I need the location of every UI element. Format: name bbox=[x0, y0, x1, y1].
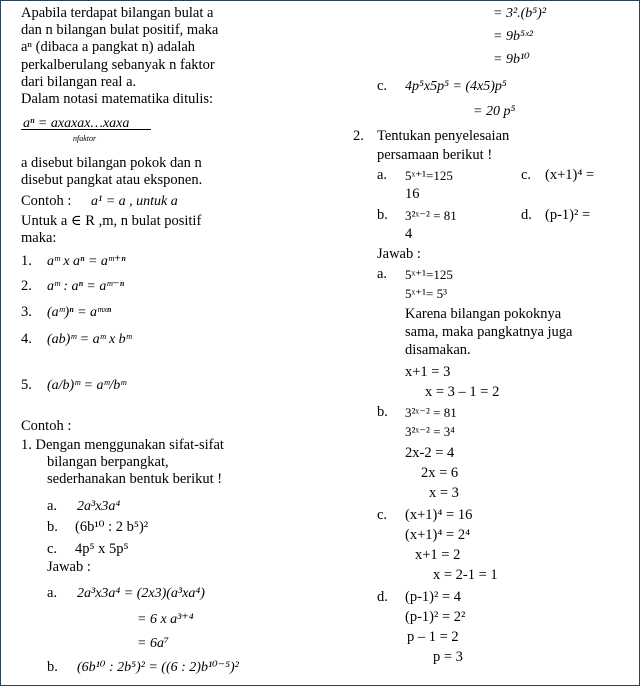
q2-text-1: Tentukan penyelesaian bbox=[377, 128, 510, 144]
sol-d-line-4: p = 3 bbox=[433, 649, 463, 665]
q2-item-label: b. bbox=[377, 207, 388, 223]
q2-item-label: c. bbox=[521, 167, 532, 183]
ans-c-label: c. bbox=[377, 78, 388, 94]
ans-c-line-2: = 20 p⁵ bbox=[473, 104, 516, 119]
sol-a-step-1: x+1 = 3 bbox=[405, 364, 451, 380]
sol-a-line-1: 5ˣ⁺¹=125 bbox=[405, 267, 453, 282]
rule-expr: (ab)ᵐ = aᵐ x bᵐ bbox=[47, 332, 132, 347]
b-cont-line-1: = 3².(b⁵)² bbox=[493, 6, 547, 21]
q1-item-expr: 2a³x3a⁴ bbox=[77, 499, 121, 514]
q1-item-label: b. bbox=[47, 519, 58, 535]
rule-num: 1. bbox=[21, 253, 32, 269]
rule-num: 2. bbox=[21, 278, 32, 294]
untuk-line-2: maka: bbox=[21, 230, 57, 246]
q1-item-label: c. bbox=[47, 541, 58, 557]
q2-item-expr: (x+1)⁴ = bbox=[545, 167, 595, 183]
b-cont-line-2: = 9b⁵ˣ² bbox=[493, 29, 533, 44]
contoh-expr: a¹ = a , untuk a bbox=[91, 194, 178, 209]
contoh2-label: Contoh : bbox=[21, 418, 72, 434]
sol-a-line-2: 5ˣ⁺¹= 5³ bbox=[405, 286, 447, 301]
q2-item-expr: (p-1)² = bbox=[545, 207, 591, 223]
q2-item-cont: 4 bbox=[405, 226, 413, 242]
sol-b-line-3: 2x-2 = 4 bbox=[405, 445, 455, 461]
sol-c-line-3: x+1 = 2 bbox=[415, 547, 461, 563]
sol-a-step-2: x = 3 – 1 = 2 bbox=[425, 384, 500, 400]
desc-line-2: disebut pangkat atau eksponen. bbox=[21, 172, 203, 188]
q2-item-cont: 16 bbox=[405, 186, 420, 202]
q1-line-3: sederhanakan bentuk berikut ! bbox=[47, 471, 223, 487]
rule-num: 4. bbox=[21, 331, 32, 347]
ans-a-line-2: = 6 x a³⁺⁴ bbox=[137, 612, 194, 627]
desc-line-1: a disebut bilangan pokok dan n bbox=[21, 155, 202, 171]
ans-a-line-1: 2a³x3a⁴ = (2x3)(a³xa⁴) bbox=[77, 586, 205, 601]
sol-b-line-4: 2x = 6 bbox=[421, 465, 459, 481]
q2-item-expr: 5ˣ⁺¹=125 bbox=[405, 168, 453, 183]
intro-line-2: dan n bilangan bulat positif, maka bbox=[21, 22, 219, 38]
ans-b-line: (6b¹⁰ : 2b⁵)² = ((6 : 2)b¹⁰⁻⁵)² bbox=[77, 660, 239, 675]
q1-item-expr: 4p⁵ x 5p⁵ bbox=[75, 541, 129, 557]
q2-item-label: d. bbox=[521, 207, 532, 223]
untuk-line-1: Untuk a ∈ R ,m, n bulat positif bbox=[21, 213, 202, 229]
sol-a-label: a. bbox=[377, 266, 388, 282]
sol-d-label: d. bbox=[377, 589, 388, 605]
sol-d-line-1: (p-1)² = 4 bbox=[405, 589, 462, 605]
jawab2-label: Jawab : bbox=[377, 246, 421, 262]
intro-line-4: perkalberulang sebanyak n faktor bbox=[21, 57, 215, 73]
notation-brace bbox=[21, 129, 151, 130]
ans-a-line-3: = 6a⁷ bbox=[137, 636, 169, 651]
rule-expr: (aᵐ)ⁿ = aᵐˣⁿ bbox=[47, 305, 112, 320]
sol-b-line-2: 3²ˣ⁻² = 3⁴ bbox=[405, 424, 455, 439]
q1-item-expr: (6b¹⁰ : 2 b⁵)² bbox=[75, 519, 149, 535]
q1-item-label: a. bbox=[47, 498, 58, 514]
sol-d-line-2: (p-1)² = 2² bbox=[405, 609, 466, 625]
rule-expr: aᵐ : aⁿ = aᵐ⁻ⁿ bbox=[47, 279, 124, 294]
sol-c-label: c. bbox=[377, 507, 388, 523]
sol-d-line-3: p – 1 = 2 bbox=[407, 629, 459, 645]
b-cont-line-3: = 9b¹⁰ bbox=[493, 52, 530, 67]
rule-num: 5. bbox=[21, 377, 32, 393]
q2-num: 2. bbox=[353, 128, 364, 144]
rule-expr: aᵐ x aⁿ = aᵐ⁺ⁿ bbox=[47, 254, 126, 269]
sol-a-note-3: disamakan. bbox=[405, 342, 471, 358]
notation-formula: aⁿ = axaxax…xaxa bbox=[23, 116, 130, 131]
rule-expr: (a/b)ᵐ = aᵐ/bᵐ bbox=[47, 378, 127, 393]
intro-line-3: aⁿ (dibaca a pangkat n) adalah bbox=[21, 39, 196, 55]
q2-item-label: a. bbox=[377, 167, 388, 183]
q2-item-expr: 3²ˣ⁻² = 81 bbox=[405, 208, 457, 223]
ans-a-label: a. bbox=[47, 585, 58, 601]
sol-b-label: b. bbox=[377, 404, 388, 420]
q2-text-2: persamaan berikut ! bbox=[377, 147, 493, 163]
sol-a-note-1: Karena bilangan pokoknya bbox=[405, 306, 562, 322]
jawab-label: Jawab : bbox=[47, 559, 91, 575]
ans-b-label: b. bbox=[47, 659, 58, 675]
sol-a-note-2: sama, maka pangkatnya juga bbox=[405, 324, 573, 340]
q1-line-2: bilangan berpangkat, bbox=[47, 454, 169, 470]
notation-sub: nfaktor bbox=[73, 134, 97, 143]
intro-line-5: dari bilangan real a. bbox=[21, 74, 137, 90]
rule-num: 3. bbox=[21, 304, 32, 320]
intro-line-6: Dalam notasi matematika ditulis: bbox=[21, 91, 214, 107]
sol-c-line-2: (x+1)⁴ = 2⁴ bbox=[405, 527, 471, 543]
q1-line-1: 1. Dengan menggunakan sifat-sifat bbox=[21, 437, 224, 453]
sol-c-line-1: (x+1)⁴ = 16 bbox=[405, 507, 473, 523]
contoh-label: Contoh : bbox=[21, 193, 72, 209]
sol-c-line-4: x = 2-1 = 1 bbox=[433, 567, 498, 583]
sol-b-line-1: 3²ˣ⁻² = 81 bbox=[405, 405, 457, 420]
ans-c-line-1: 4p⁵x5p⁵ = (4x5)p⁵ bbox=[405, 79, 507, 94]
intro-line-1: Apabila terdapat bilangan bulat a bbox=[21, 5, 214, 21]
sol-b-line-5: x = 3 bbox=[429, 485, 459, 501]
